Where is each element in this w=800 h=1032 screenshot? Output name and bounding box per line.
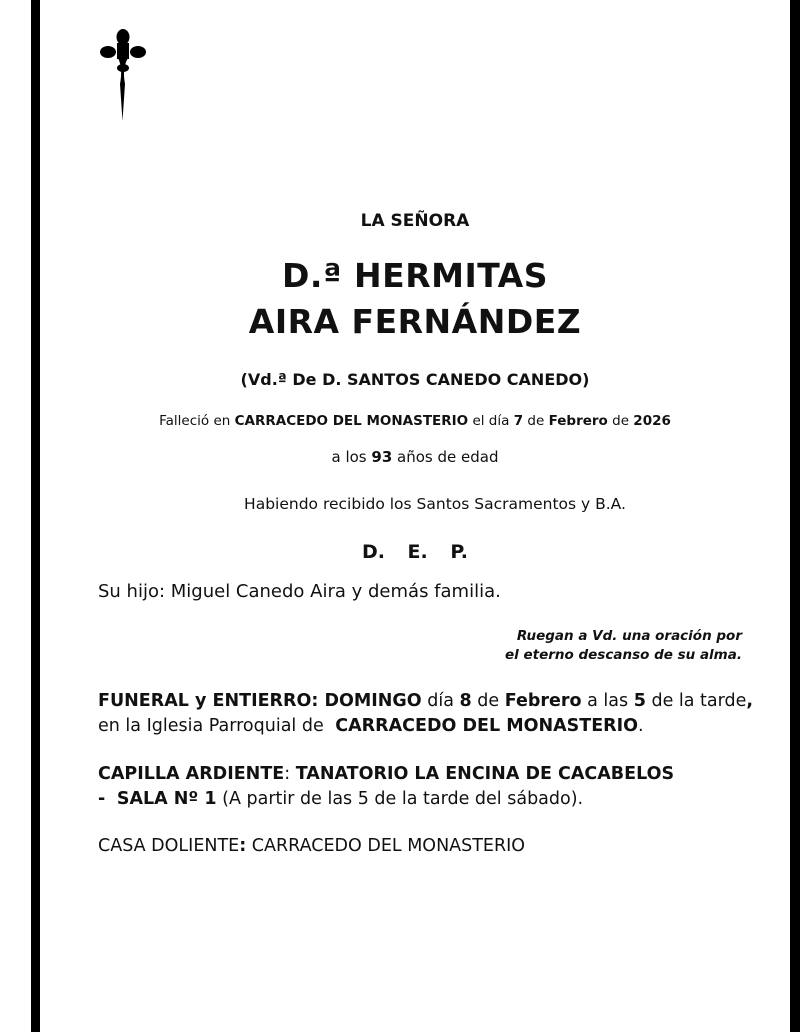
funeral-church-prefix: en la Iglesia Parroquial de	[98, 716, 324, 736]
deceased-name-line1: D.ª HERMITAS	[282, 256, 548, 295]
funeral-info	[98, 689, 758, 739]
age-info	[40, 448, 790, 466]
funeral-month-prefix: de	[477, 691, 500, 711]
house-info	[98, 834, 758, 859]
death-prefix: Falleció en	[159, 413, 231, 429]
funeral-comma: ,	[746, 691, 754, 711]
chapel-place: TANATORIO LA ENCINA DE CACABELOS	[295, 764, 675, 784]
funeral-hour: 5	[633, 691, 646, 711]
death-day: 7	[513, 413, 524, 429]
age-prefix: a los	[331, 448, 367, 466]
death-year-prefix: de	[612, 413, 629, 429]
house-label: CASA DOLIENTE	[98, 836, 240, 856]
death-year: 2026	[633, 413, 671, 429]
santiago-cross-icon	[100, 28, 146, 122]
death-info	[40, 413, 790, 429]
chapel-line-2	[98, 787, 758, 812]
chapel-room: SALA Nº 1	[116, 789, 217, 809]
chapel-note: (A partir de las 5 de la tarde del sábado).	[222, 789, 584, 809]
deceased-name-line2: AIRA FERNÁNDEZ	[248, 302, 582, 341]
chapel-dash: -	[98, 789, 106, 809]
chapel-colon: :	[284, 764, 291, 784]
funeral-day: 8	[459, 691, 472, 711]
funeral-label: FUNERAL y ENTIERRO: DOMINGO	[98, 691, 422, 711]
funeral-hour-suffix: de la tarde	[651, 691, 747, 711]
prayer-request	[422, 627, 742, 665]
death-place: CARRACEDO DEL MONASTERIO	[234, 413, 469, 429]
funeral-hour-prefix: a las	[587, 691, 629, 711]
death-day-prefix: el día	[472, 413, 510, 429]
funeral-period: .	[638, 716, 644, 736]
funeral-day-prefix: día	[427, 691, 454, 711]
dep-line: D. E. P.	[361, 541, 469, 563]
widow-of: (Vd.ª De D. SANTOS CANEDO CANEDO)	[240, 370, 590, 389]
house-colon: :	[239, 836, 247, 856]
right-border	[790, 0, 800, 1032]
sacraments-line: Habiendo recibido los Santos Sacramentos y B.A.	[244, 495, 626, 513]
age-value: 93	[371, 448, 393, 466]
chapel-line-1	[98, 762, 758, 787]
age-suffix: años de edad	[397, 448, 499, 466]
prayer-line-1: Ruegan a Vd. una oración por	[516, 628, 742, 644]
house-place: CARRACEDO DEL MONASTERIO	[251, 836, 526, 856]
left-border	[31, 0, 40, 1032]
funeral-line-1	[98, 689, 758, 714]
death-month: Febrero	[548, 413, 608, 429]
family-line: Su hijo: Miguel Canedo Aira y demás familia.	[98, 581, 501, 602]
prayer-line-2: el eterno descanso de su alma.	[505, 647, 742, 663]
death-month-prefix: de	[527, 413, 545, 429]
funeral-month: Febrero	[504, 691, 582, 711]
chapel-info	[98, 762, 758, 812]
chapel-label: CAPILLA ARDIENTE	[98, 764, 285, 784]
funeral-church-place: CARRACEDO DEL MONASTERIO	[335, 716, 639, 736]
notice-title: LA SEÑORA	[360, 211, 470, 231]
funeral-line-2	[98, 714, 758, 739]
